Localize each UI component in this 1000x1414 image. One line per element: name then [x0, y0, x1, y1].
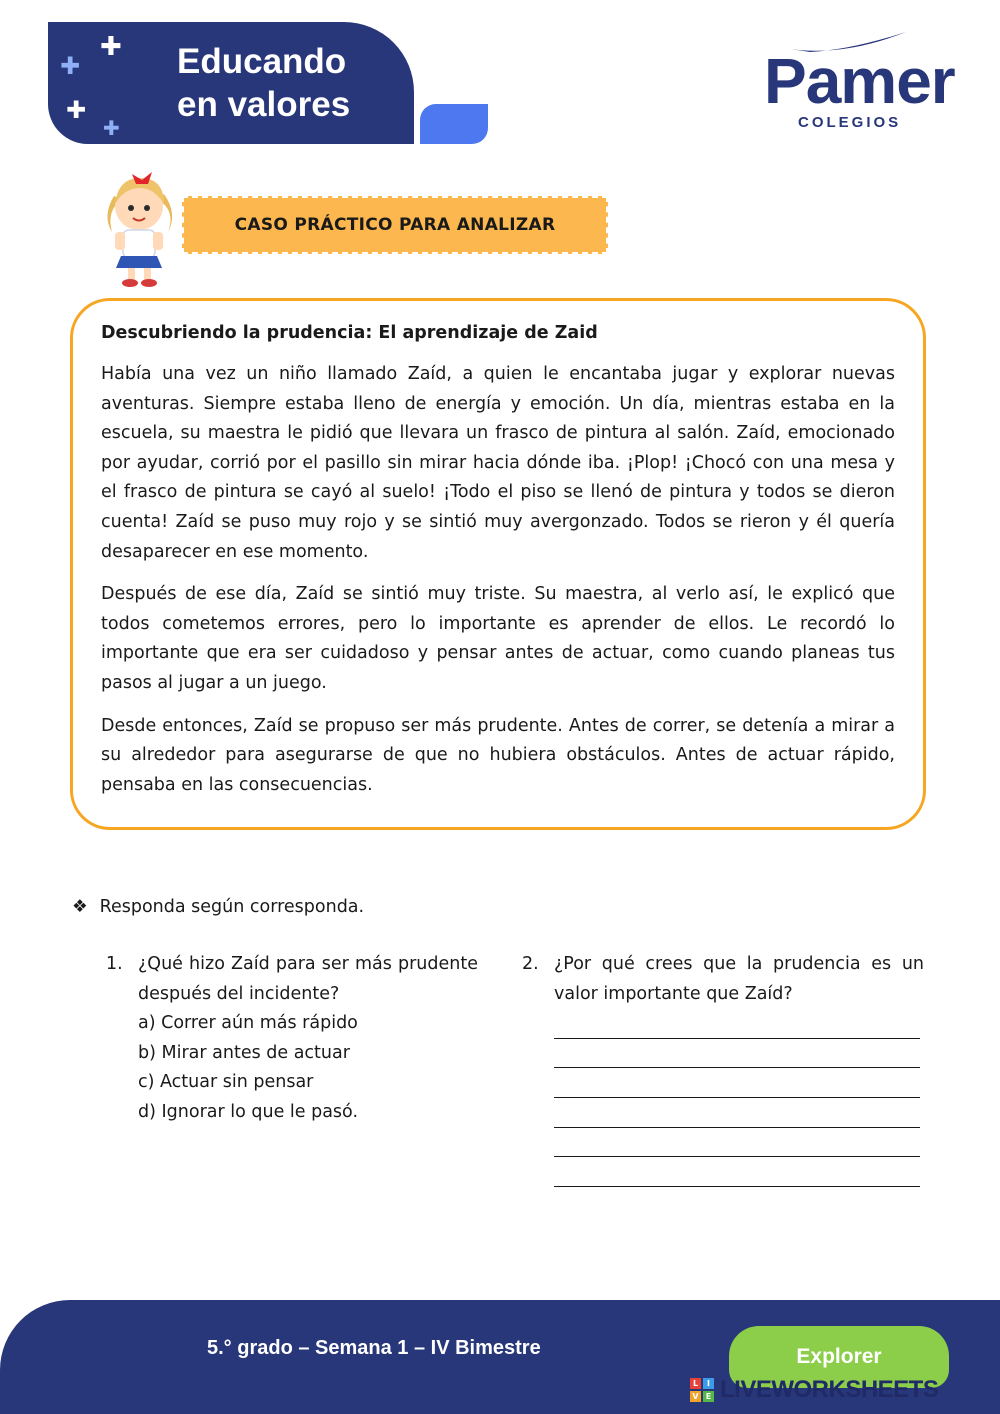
question-number: 2. — [522, 954, 539, 974]
girl-mascot-icon — [92, 166, 187, 291]
instruction — [72, 897, 364, 917]
liveworksheets-logo[interactable] — [690, 1376, 938, 1404]
page-title-line2: en valores — [177, 85, 351, 124]
story-box — [70, 298, 926, 830]
answer-option[interactable]: c) Actuar sin pensar — [138, 1072, 314, 1093]
answer-line[interactable] — [554, 1128, 920, 1158]
plus-icon: ✚ — [100, 32, 122, 62]
question-text: ¿Qué hizo Zaíd para ser más prudente después del incidente? — [138, 954, 478, 1004]
question-1 — [106, 950, 478, 1128]
answer-line[interactable] — [554, 1039, 920, 1069]
plus-icon: ✚ — [103, 116, 120, 140]
pamer-logo — [760, 30, 960, 140]
footer-grade-week: 5.° grado – Semana 1 – IV Bimestre — [207, 1337, 541, 1359]
question-text: ¿Por qué crees que la prudencia es un valor importante que Zaíd? — [554, 954, 924, 1004]
story-paragraph: Después de ese día, Zaíd se sintió muy triste. Su maestra, al verlo así, le explicó que todos cometemos errores, pero lo importante es aprender de ellos. Le recordó lo importante que era ser cuidadoso y pensar antes de actuar, como cuando planeas tus pasos al jugar a un juego. — [101, 584, 895, 693]
liveworksheets-wordmark: LIVEWORKSHEETS — [720, 1376, 939, 1403]
question-number: 1. — [106, 954, 123, 974]
page-title — [177, 40, 417, 126]
explorer-button[interactable]: Explorer — [729, 1326, 949, 1388]
question-2 — [522, 950, 924, 1187]
story-title: Descubriendo la prudencia: El aprendizaje de Zaid — [101, 323, 598, 343]
page-title-line1: Educando — [177, 42, 347, 81]
answer-line[interactable] — [554, 1009, 920, 1039]
plus-icon: ✚ — [60, 52, 81, 80]
header-tab-decoration — [420, 104, 488, 144]
instruction-text: Responda según corresponda. — [99, 897, 365, 917]
liveworksheets-squares-icon: L I V E — [690, 1378, 714, 1402]
story-paragraph: Desde entonces, Zaíd se propuso ser más prudente. Antes de correr, se detenía a mirar a su alrededor para asegurarse de que no hubiera obstáculos. Antes de actuar rápido, pensaba en las consecuencias. — [101, 715, 895, 795]
diamond-bullet-icon: ❖ — [72, 897, 88, 917]
answer-line[interactable] — [554, 1068, 920, 1098]
logo-subtitle: COLEGIOS — [798, 114, 902, 131]
story-paragraph: Había una vez un niño llamado Zaíd, a quien le encantaba jugar y explorar nuevas aventuras. Siempre estaba lleno de energía y emoción. Un día, mientras estaba en la escuela, su maestra le pidió que llevara un frasco de pintura al salón. Zaíd, emocionado por ayudar, corrió por el pasillo sin mirar hacia dónde iba. ¡Plop! ¡Chocó con una mesa y el frasco de pintura se cayó al suelo! ¡Todo el piso se llenó de pintura y todos se dieron cuenta! Zaíd se puso muy rojo y se sintió muy avergonzado. Todos se rieron y él quería desaparecer en ese momento. — [101, 364, 895, 562]
plus-icon: ✚ — [66, 96, 87, 124]
answer-line[interactable] — [554, 1157, 920, 1187]
answer-option[interactable]: b) Mirar antes de actuar — [138, 1042, 350, 1063]
case-study-banner: CASO PRÁCTICO PARA ANALIZAR — [182, 196, 608, 254]
answer-line[interactable] — [554, 1098, 920, 1128]
logo-wordmark: Pamer — [764, 45, 955, 117]
answer-option[interactable]: d) Ignorar lo que le pasó. — [138, 1101, 359, 1122]
answer-option[interactable]: a) Correr aún más rápido — [138, 1013, 358, 1034]
